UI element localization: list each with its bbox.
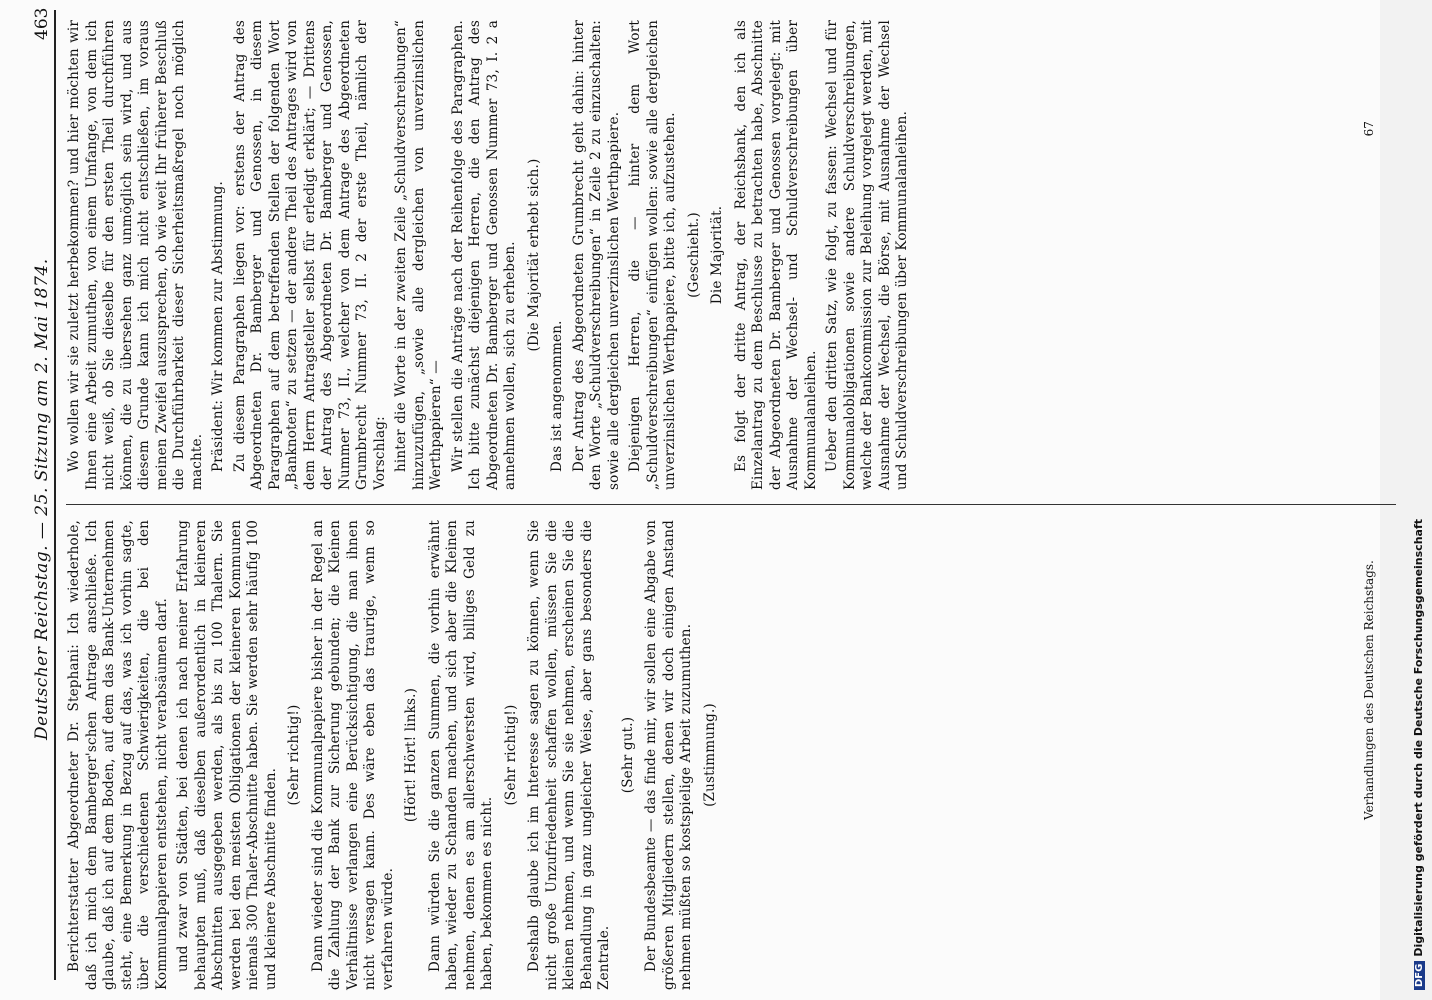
paragraph: Diejenigen Herren, die — hinter dem Wort „Schuldverschreibungen“ einfügen wollen: sowie alle dergleichen unverzinslichen Werthpapiere, bitte ich, aufzustehen. xyxy=(627,20,678,490)
running-title: Deutscher Reichstag. — 25. Sitzung am 2. Mai 1874. xyxy=(32,258,52,740)
page-header xyxy=(22,0,62,1000)
column-divider xyxy=(66,504,1396,505)
paragraph: Zu diesem Paragraphen liegen vor: erstens der Antrag des Abgeordneten Dr. Bamberger und Genossen, in diesem Paragraphen auf dem betreffenden Stellen der folgenden Wort „Banknoten“ zu setzen — der andere Theil des Antrages wird von dem Herrn Antragsteller selbst für erledigt erklärt; — Drittens der Antrag des Abgeordneten Dr. Bamberger und Genossen, Nummer 73, II., welcher von dem Antrage des Abgeordneten Grumbrecht Nummer 73, II. 2 der erste Theil, nämlich der Vorschlag: xyxy=(231,20,388,490)
interjection: (Die Majorität erhebt sich.) xyxy=(525,158,542,352)
paragraph: und zwar von Städten, bei denen ich nach meiner Erfahrung behaupten muß, daß dieselben außerordentlich in kleineren Abschnitten ausgegeben werden, als bis zu 100 Thalern. Sie werden bei den meisten Obligationen der kleineren Kommunen niemals 300 Thaler-Abschnitte haben. Sie werden sehr häufig 100 und kleinere Abschnitte finden. xyxy=(175,520,279,990)
dfg-logo: DFG xyxy=(1414,961,1425,990)
interjection: (Geschieht.) xyxy=(685,212,702,298)
interjection: (Zustimmung.) xyxy=(701,703,718,807)
paragraph: Wo wollen wir sie zuletzt herbekommen? und hier möchten wir Ihnen eine Arbeit zumuthen, von einem Umfange, von dem ich nicht weiß, ob Sie dieselbe für den ersten Theil durchführen können, die zu übersehen ganz unmöglich sein wird, und aus diesem Grunde kann ich mich nicht entschließen, im voraus meinen Zweifel auszusprechen, ob wie weit Ihr früherer Beschluß die Durchführbarkeit dieser Sicherheitsmaßregel noch möglich machte. xyxy=(66,20,205,490)
page-footer xyxy=(1362,121,1376,820)
header-rule xyxy=(54,10,56,980)
page-number: 463 xyxy=(32,7,52,40)
paragraph: Ueber den dritten Satz, wie folgt, zu fassen: Wechsel und für Kommunalobligationen sowie andere Schuldverschreibungen, welche der Bankcommission zur Beleihung vorgelegt werden, mit Ausnahme der Wechsel, die Börse, mit Ausnahme der Wechsel und Schuldverschreibungen über Kommunalanleihen. xyxy=(824,20,910,490)
signature-mark: 67 xyxy=(1362,121,1376,137)
paragraph: Wir stellen die Anträge nach der Reihenfolge des Paragraphen. Ich bitte zunächst diejenigen Herren, die den Antrag des Abgeordneten Dr. Bamberger und Genossen Nummer 73, I. 2 a annehmen wollen, sich zu erheben. xyxy=(449,20,518,490)
right-column xyxy=(66,20,916,490)
interjection: (Hört! Hört! links.) xyxy=(403,687,419,823)
interjection: (Sehr richtig!) xyxy=(502,704,519,806)
paragraph: Der Antrag des Abgeordneten Grumbrecht geht dahin: hinter den Worte „Schuldverschreibungen“ in Zeile 2 zu einzuschalten: sowie alle dergleichen unverzinslichen Werthpapiere. xyxy=(570,20,622,490)
paragraph: Der Bundesbeamte — das finde mir, wir sollen eine Abgabe von größeren Mitgliedern stellen, denen wir doch einigen Anstand nehmen müßten so kostspielige Arbeit zuzumuthen. xyxy=(643,520,694,990)
interjection: (Sehr gut.) xyxy=(619,716,636,794)
paragraph: Deshalb glaube ich im Interesse sagen zu können, wenn Sie nicht große Unzufriedenheit schaffen wollen, müssen Sie die kleinen nehmen, und wenn Sie sie nehmen, erscheinen Sie die Behandlung in ganz ungleicher Weise, aber gans besonders die Zentrale. xyxy=(526,520,612,990)
paragraph: hinter die Worte in der zweiten Zeile „Schuldverschreibungen“ hinzuzufügen, „sowie alle dergleichen von unverzinslichen Werthpapieren“ — xyxy=(393,20,444,490)
interjection: (Sehr richtig!) xyxy=(286,704,302,806)
paragraph: Dann würden Sie die ganzen Summen, die vorhin erwähnt haben, wieder zu Schanden machen, und sich aber die Kleinen nehmen, denen es am allerschwersten wird, billiges Geld zu haben, bekommen es nicht. xyxy=(426,520,495,990)
paragraph: Dann wieder sind die Kommunalpapiere bisher in der Regel an die Zahlung der Bank zur Sicherung gebunden; die Kleinen Verhältnisse verlangen eine Berücksichtigung, die man ihnen nicht versagen kann. Des wäre eben das traurige, wenn so verfahren würde. xyxy=(309,520,396,990)
side-caption xyxy=(1412,0,1430,990)
left-column xyxy=(66,520,725,990)
paragraph: Das ist angenommen. xyxy=(549,320,565,472)
paragraph: Berichterstatter Abgeordneter Dr. Stephani: Ich wiederhole, daß ich mich dem Bamberger'schen Antrage anschließe. Ich glaube, daß ich auf dem Boden, auf dem das Bank-Unternehmen steht, eine Bemerkung in Bezug auf das, was ich vorhin sagte, über die verschiedenen Schwierigkeiten, die bei den Kommunalpapieren entstehen, nicht verabsäumen darf. xyxy=(66,520,170,990)
side-caption-text: Digitalisierung gefördert durch die Deutsche Forschungsgemeinschaft xyxy=(1412,518,1425,957)
paragraph: Präsident: Wir kommen zur Abstimmung. xyxy=(210,181,226,472)
rotated-page-content xyxy=(14,0,1414,1000)
footer-text: Verhandlungen des Deutschen Reichstags. xyxy=(1362,560,1376,820)
section-heading: Die Majorität. xyxy=(709,205,725,305)
paragraph: Es folgt der dritte Antrag, der Reichsbank, den ich als Einzelantrag zu dem Beschlusse zu betrachten habe, Abschnitte der Abgeordneten Dr. Bamberger und Genossen vorgelegt: mit Ausnahme der Wechsel- und Schuldverschreibungen über Kommunalanleihen. xyxy=(732,20,819,490)
